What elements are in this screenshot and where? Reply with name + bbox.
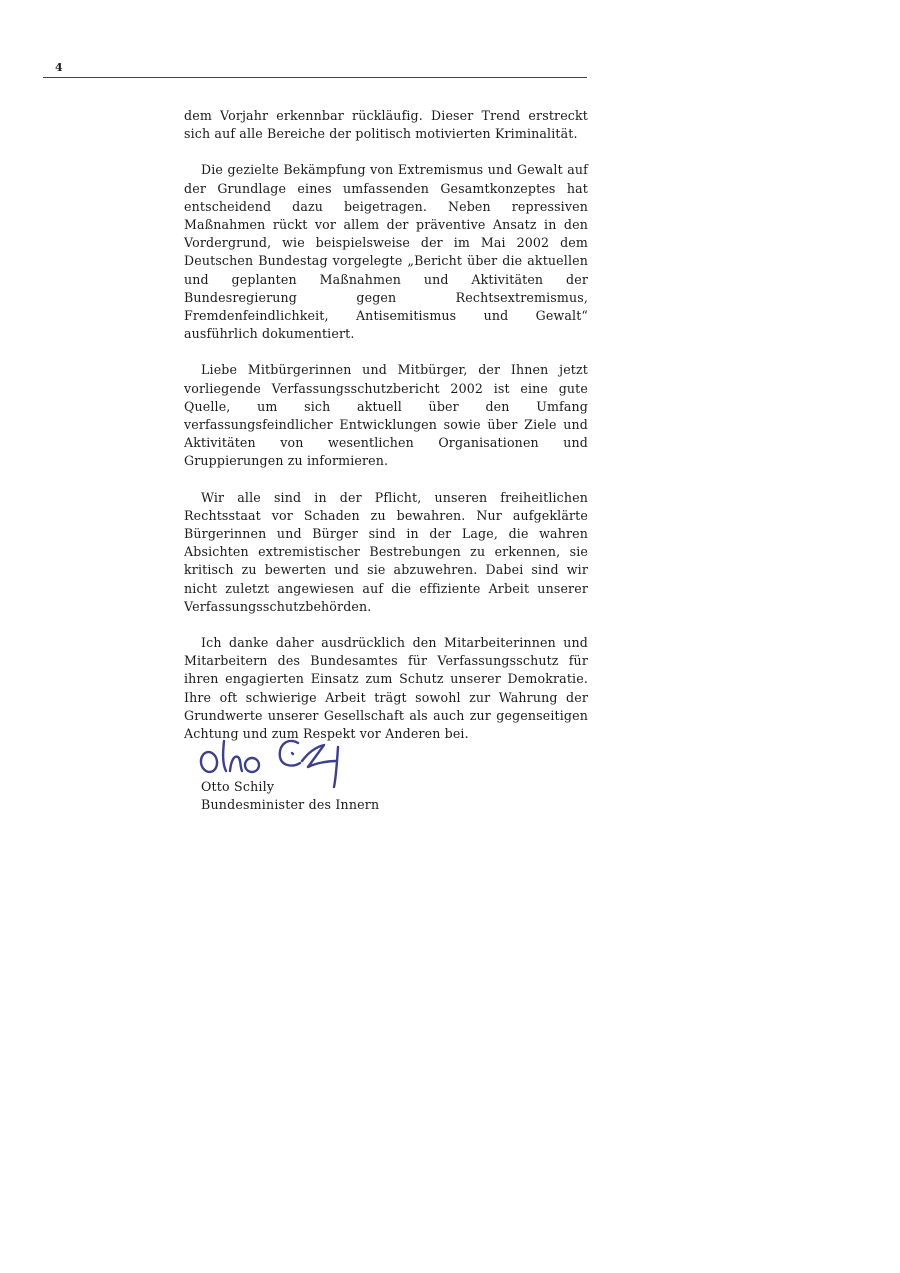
paragraph-5: Ich danke daher ausdrücklich den Mitarbeiterinnen und Mitarbeitern des Bundesamtes für Verfassungsschutz für ihren engagierten Einsatz zum Schutz unserer Demokratie. Ihre oft schwierige Arbeit trägt sowohl zur Wahrung der Grundwerte unserer Gesellschaft als auch zur gegenseitigen Achtung und zum Respekt vor Anderen bei. — [184, 635, 588, 742]
header-rule — [43, 77, 587, 78]
letter-body — [184, 107, 588, 761]
signer-title: Bundesminister des Innern — [201, 797, 380, 813]
signer-name: Otto Schily — [201, 779, 275, 794]
paragraph-2: Die gezielte Bekämpfung von Extremismus und Gewalt auf der Grundlage eines umfassenden Gesamtkonzeptes hat entscheidend dazu beigetragen. Neben repressiven Maßnahmen rückt vor allem der präventive Ansatz in den Vordergrund, wie beispielsweise der im Mai 2002 dem Deutschen Bundestag vorgelegte „Bericht über die aktuellen und geplanten Maßnahmen und Aktivitäten der Bundesregierung gegen Rechtsextremismus, Fremdenfeindlichkeit, Antisemitismus und Gewalt“ ausführlich dokumentiert. — [184, 162, 588, 342]
paragraph-1: dem Vorjahr erkennbar rückläufig. Dieser Trend erstreckt sich auf alle Bereiche der politisch motivierten Kriminalität. — [184, 108, 588, 142]
signer-block — [201, 778, 379, 814]
paragraph-3: Liebe Mitbürgerinnen und Mitbürger, der Ihnen jetzt vorliegende Verfassungsschutzbericht 2002 ist eine gute Quelle, um sich aktuell über den Umfang verfassungsfeindlicher Entwicklungen sowie über Ziele und Aktivitäten von wesentlichen Organisationen und Gruppierungen zu informieren. — [184, 362, 588, 469]
page-number: 4 — [55, 61, 63, 74]
paragraph-4: Wir alle sind in der Pflicht, unseren freiheitlichen Rechtsstaat vor Schaden zu bewahren. Nur aufgeklärte Bürgerinnen und Bürger sind in der Lage, die wahren Absichten extremistischer Bestrebungen zu erkennen, sie kritisch zu bewerten und sie abzuwehren. Dabei sind wir nicht zuletzt angewiesen auf die effiziente Arbeit unserer Verfassungsschutzbehörden. — [184, 489, 588, 614]
